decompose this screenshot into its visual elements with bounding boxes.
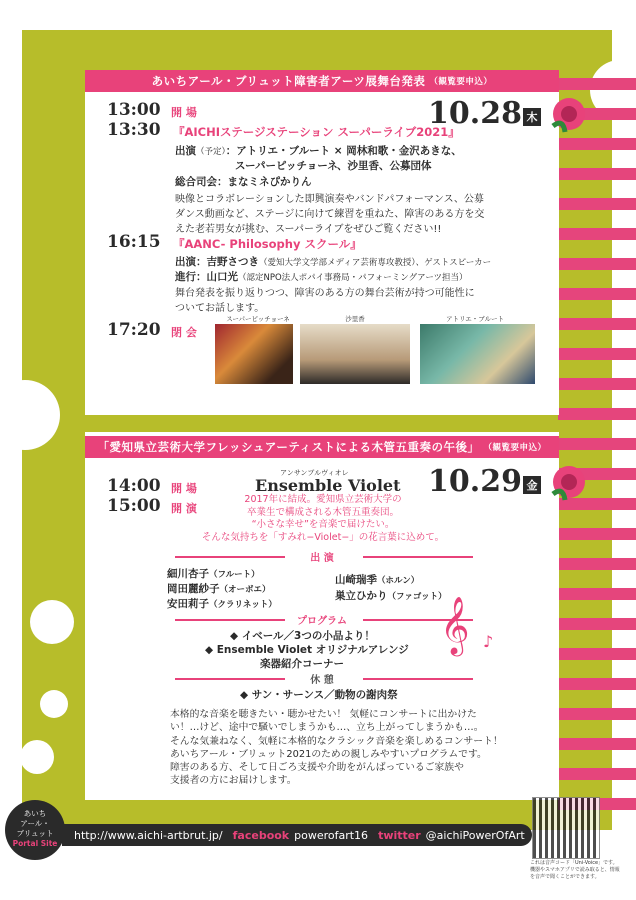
portal-line: あいち [23,809,47,818]
description-line: ダンス動画など、ステージに向けて練習を重ねた、障害のある方を交 [175,209,485,220]
ensemble-name: Ensemble Violet [255,476,401,495]
event1-band [85,70,559,92]
line1-name: ：吉野さつき [196,256,259,268]
event2-weekday: 金 [523,476,541,494]
mc-value: ：まなミネぴかりん [217,176,312,188]
program2-title: 『AANC- Philosophy スクール』 [173,237,362,251]
time-15-00: 15:00 [107,496,161,516]
event1-band-title: あいちアール・ブリュット障害者アーツ展舞台発表 [151,74,426,88]
cast-name: 岡田麗紗子 [167,583,220,595]
portal-line: Portal Site [12,839,58,848]
program2-description [175,286,475,316]
time-13-00: 13:00 [107,100,161,120]
event1-card [85,70,559,415]
cast-member [167,581,271,596]
photo-caption: スーパーピッチョーネ [226,315,290,323]
program-item: ◆ Ensemble Violet オリジナルアレンジ [205,644,409,656]
decor-dot [20,740,54,774]
event2-band-note: （観覧要申込） [483,443,547,453]
website-link[interactable]: http://www.aichi-artbrut.jp/ [74,828,223,842]
time-13-30: 13:30 [107,120,161,140]
qr-note: これは音声コード「Uni-Voice」です。機器やスマホアプリで読み取ると、情報を音声で聞くことができます。 [530,860,620,880]
music-note-icon: ♪ [483,632,494,651]
cast-part: （フルート） [209,570,260,580]
cast-name: 安田莉子 [167,598,209,610]
voice-code-qr [532,797,600,859]
cast-name: 山崎瑞季 [335,574,377,586]
portal-line: ブリュット [16,829,54,838]
description-line: そんな気兼ねなく、気軽に本格的なクラシック音楽を楽しめるコンサート！ [170,735,503,747]
open-label: 開 場 [171,106,197,119]
line2-name: ：山口光 [196,271,238,283]
cast-part: （ホルン） [377,576,420,586]
performers-note: （予定） [196,147,226,157]
flower-icon [545,460,593,506]
cast-member [167,566,260,581]
event2-band-title: 「愛知県立芸術大学フレッシュアーティストによる木管五重奏の午後」 [97,440,480,454]
links-bar [62,824,532,846]
photo-caption: アトリエ・ブルート [445,315,505,323]
decor-dot [40,690,68,718]
event2-card [85,432,559,800]
break-header: 休 憩 [310,675,334,686]
line1-tail: 、ゲストスピーカー [415,258,492,268]
line1-note: （愛知大学文学部メディア芸術専攻教授） [259,258,416,268]
event1-band-note: （観覧要申込） [429,77,493,87]
description-line: 映像とコラボレーションした即興演奏やバンドパフォーマンス、公募 [175,194,484,205]
break-item: ◆ サン・サーンス／動物の謝肉祭 [240,689,398,701]
event1-date: 10.28 [428,96,522,131]
program1-mc [175,174,312,189]
program1-title: 『AICHIステージステーション スーパーライブ2021』 [173,125,460,139]
cast-part: （クラリネット） [209,600,277,610]
intro-line: “小さな幸せ”を音楽で届けたい。 [251,519,395,530]
cast-part: （オーボエ） [219,585,271,595]
twitter-link[interactable]: @aichiPowerOfArt [425,828,525,842]
cast-member [167,596,277,611]
cast-part: （ファゴット） [387,592,447,602]
program2-line2 [175,269,468,284]
time-14-00: 14:00 [107,476,161,496]
program-item: 楽器紹介コーナー [260,658,344,670]
program1-performers [175,143,462,158]
performers-line2: スーパーピッチョーネ、沙里香、公募団体 [235,160,432,172]
performers-line1: ：アトリエ・ブルート × 岡林和歌・金沢あきな、 [225,145,462,157]
program1-description [175,192,484,237]
description-line: ついてお話します。 [175,303,265,314]
intro-line: そんな気持ちを「すみれ−Violet−」の花言葉に込めて。 [201,531,445,543]
program-header: プログラム [297,616,347,627]
cast-name: 巣立ひかり [335,590,388,602]
line2-label: 進行 [175,271,196,283]
start-label: 開 演 [171,502,197,515]
event1-weekday: 木 [523,108,541,126]
description-line: 障害のある方、そして日ごろ支援や介助をがんばっているご家族や [170,762,464,774]
facebook-label: facebook [232,828,290,842]
intro-line: 2017年に結成。愛知県立芸術大学の [244,494,402,505]
decor-dot [30,600,74,644]
open-label: 開 場 [171,482,197,495]
photo-atelier-brut [420,324,535,384]
program-item: ◆ イベール／3つの小品より！ [230,630,375,642]
cast-name: 細川杏子 [167,568,209,580]
cast-member [335,588,447,603]
ensemble-intro [193,494,453,544]
twitter-label: twitter [378,828,421,842]
description-line: 舞台発表を振り返りつつ、障害のある方の舞台芸術が持つ可能性に [175,288,475,299]
mc-label: 総合司会 [175,176,217,188]
description-line: 本格的な音楽を聴きたい・聴かせたい！ 気軽にコンサートに出かけた [170,709,477,720]
cast-header: 出 演 [310,553,334,564]
intro-line: 卒業生で構成される木管五重奏団。 [246,506,399,518]
event2-date: 10.29 [428,464,522,499]
line2-note: （認定NPO法人ポパイ事務局・パフォーミングアーツ担当） [238,273,468,283]
photo-super-piccione [215,324,293,384]
description-line: い！…けど、途中で騒いでしまうかも…、立ち上がってしまうかも…。 [170,722,484,734]
time-16-15: 16:15 [107,232,161,252]
program2-line1 [175,254,491,269]
description-line: あいちアール・ブリュット2021のための親しみやすいプログラムです。 [170,748,487,760]
event2-description [170,708,503,788]
event2-band [85,436,559,458]
photo-sarika [300,324,410,384]
flower-icon [545,92,593,138]
ensemble-ruby: アンサンブルヴィオレ [280,469,349,477]
photo-caption: 沙里香 [345,315,365,323]
description-line: 支援者の方にお届けします。 [170,775,297,787]
time-17-20: 17:20 [107,320,161,340]
portal-line: アール・ [20,819,50,828]
cast-member [335,572,419,587]
facebook-link[interactable]: powerofart16 [294,828,369,842]
pink-stripes [558,78,636,818]
treble-clef-icon: 𝄞 [440,596,470,654]
line1-label: 出演 [175,256,196,268]
close-label: 閉 会 [171,326,197,339]
description-line: えた老若男女が挑む、スーパーライブをぜひご覧ください!! [175,224,442,235]
portal-site-badge[interactable] [5,800,65,860]
performers-label: 出演 [175,145,196,157]
